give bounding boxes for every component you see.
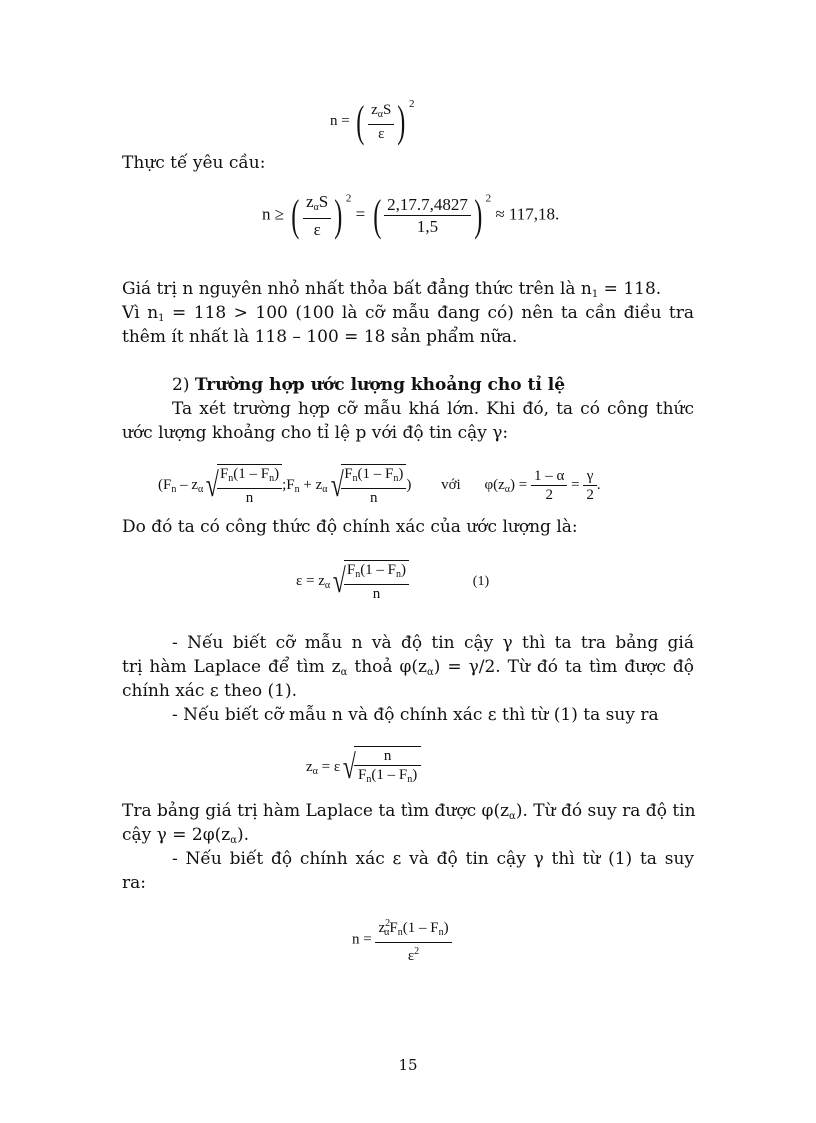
equation-z-alpha: $z_\alpha = \varepsilon√$ $\frac{n}{F_n(1 - F_n)}$ (306, 746, 421, 789)
paragraph-confidence: cậy $\gamma = 2\varphi(z_\alpha)$. (122, 825, 249, 846)
equation-sample-size: n = ( $z_\alpha S$ ε ) $^2$ (330, 96, 415, 146)
equation-confidence-interval: ($F_n - z_\alpha√$ $\frac{F_n(1 - F_n)}{n}$ $;F_n + z_\alpha√$ $\frac{F_n(1 - F_n)}{n}$ ) với $\varphi(z_\alpha)$ = $\frac{1 - \alpha}{2}$ = $\frac{\gamma}{2}$ . (158, 466, 601, 506)
paragraph-survey: Vì $n_1 = 118 > 100$ (100 là cỡ mẫu đang có) nên ta cần điều tra (122, 303, 694, 324)
paragraph-case-2: - Nếu biết cỡ mẫu n và độ chính xác ε thì từ (1) ta suy ra (172, 705, 659, 725)
paragraph-precision-ref: chính xác ε theo (1). (122, 681, 298, 701)
paragraph-case-3-cont: ra: (122, 873, 146, 893)
paragraph-case-3: - Nếu biết độ chính xác ε và độ tin cậy γ thì từ (1) ta suy (172, 849, 694, 869)
paragraph-requirement: Thực tế yêu cầu: (122, 153, 266, 173)
equation-sample-size-proportion: n = $z^2_\alpha F_n(1 - F_n)$ $\varepsilon^2$ (352, 915, 452, 965)
equation-precision: $\varepsilon = z_\alpha√$ $\frac{F_n(1 - F_n)}{n}$ (1) (296, 562, 490, 602)
paragraph-additional: thêm ít nhất là 118 – 100 = 18 sản phẩm nữa. (122, 327, 518, 347)
section-heading: 2) Trường hợp ước lượng khoảng cho tỉ lệ (172, 375, 566, 395)
page-number: 15 (398, 1056, 418, 1074)
paragraph-laplace-table: Tra bảng giá trị hàm Laplace ta tìm được $\varphi(z_\alpha)$. Từ đó suy ra độ tin (122, 801, 696, 822)
equation-sample-size-inequality: n ≥ ( $z_\alpha S$ ε ) $^2$ = ( $\frac{2,17.7,4827}{1,5}$ ) $^2$ ≈ 117,18. (262, 190, 560, 240)
paragraph-precision-intro: Do đó ta có công thức độ chính xác của ước lượng là: (122, 517, 578, 537)
paragraph-laplace: trị hàm Laplace để tìm $z_\alpha$ thoả $\varphi(z_\alpha) = \gamma/2$. Từ đó ta tìm được độ (122, 657, 694, 678)
paragraph-large-sample: Ta xét trường hợp cỡ mẫu khá lớn. Khi đó, ta có công thức (172, 399, 694, 419)
paragraph-interval-intro: ước lượng khoảng cho tỉ lệ p với độ tin cậy γ: (122, 423, 509, 443)
paragraph-min-n: Giá trị n nguyên nhỏ nhất thỏa bất đẳng thức trên là $n_1 = 118$. (122, 279, 662, 300)
paragraph-case-1: - Nếu biết cỡ mẫu n và độ tin cậy γ thì ta tra bảng giá (172, 633, 694, 653)
